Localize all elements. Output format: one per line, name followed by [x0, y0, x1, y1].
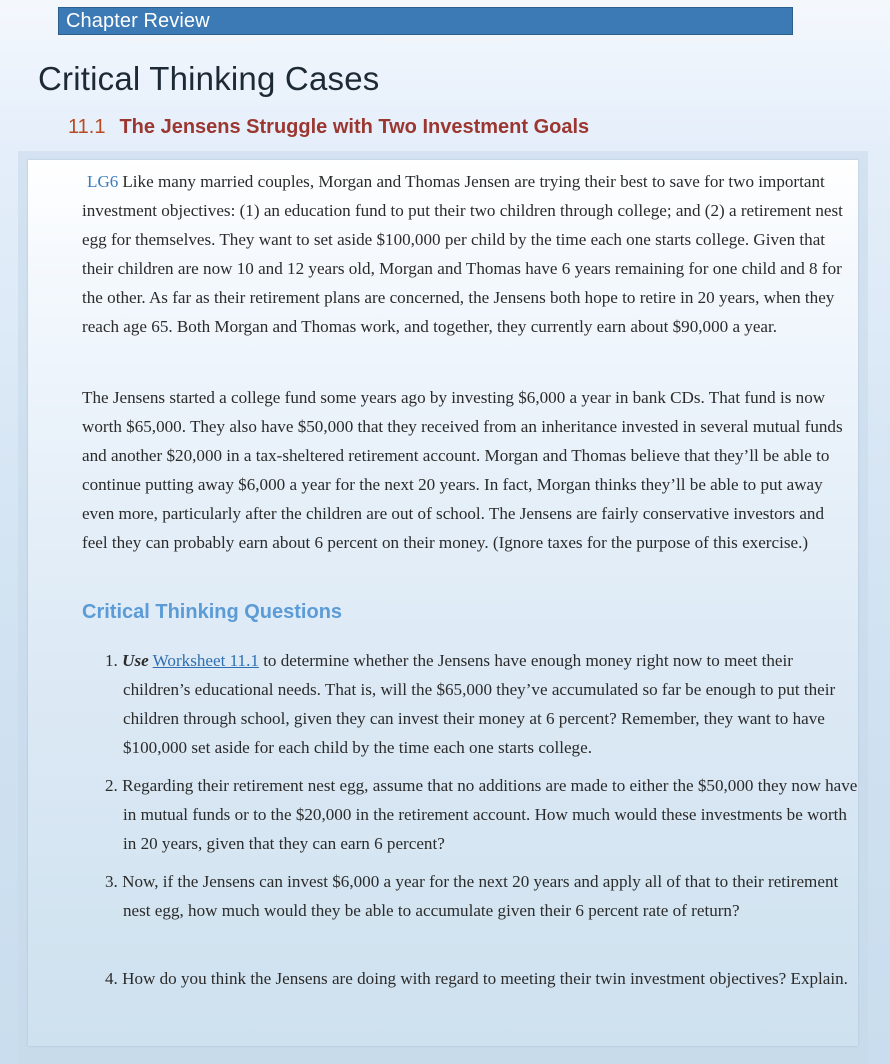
case-title: The Jensens Struggle with Two Investment Goals — [119, 116, 590, 138]
question-2-number: 2. — [105, 776, 118, 795]
chapter-review-bar — [58, 7, 793, 35]
question-3 — [105, 867, 863, 925]
page-title: Critical Thinking Cases — [38, 60, 380, 97]
question-2 — [105, 771, 863, 858]
question-4-number: 4. — [105, 969, 118, 988]
question-1-text: to determine whether the Jensens have enough money right now to meet their children’s educational needs. That is, will the $65,000 they’ve accumulated so far be enough to put their children through school, given they can invest their money at 6 percent? Remember, they want to have $100,000 set aside for each child by the time each one starts college. — [123, 651, 836, 757]
case-heading — [68, 116, 589, 139]
question-3-number: 3. — [105, 872, 118, 891]
learning-goal-tag: LG6 — [87, 172, 119, 191]
question-4-text: How do you think the Jensens are doing with regard to meeting their twin investment objectives? Explain. — [122, 969, 848, 988]
chapter-review-label: Chapter Review — [66, 10, 210, 32]
case-number: 11.1 — [68, 116, 106, 138]
question-1-lead: Use — [122, 651, 149, 670]
worksheet-link[interactable]: Worksheet 11.1 — [152, 651, 259, 670]
question-4 — [105, 964, 863, 993]
question-1 — [105, 646, 863, 762]
question-2-text: Regarding their retirement nest egg, assume that no additions are made to either the $50,000 they now have in mutual funds or to the $20,000 in the retirement account. How much would these investments be worth in 20 years, given that they can earn 6 percent? — [122, 776, 858, 853]
case-paragraph-1 — [82, 167, 844, 341]
critical-thinking-questions-heading: Critical Thinking Questions — [82, 601, 343, 623]
question-1-number: 1. — [105, 651, 118, 670]
case-paragraph-1-text: Like many married couples, Morgan and Thomas Jensen are trying their best to save for two important investment objectives: (1) an education fund to put their two children through college; and (2) a retirement nest egg for themselves. They want to set aside $100,000 per child by the time each one starts college. Given that their children are now 10 and 12 years old, Morgan and Thomas have 6 years remaining for one child and 8 for the other. As far as their retirement plans are concerned, the Jensens both hope to retire in 20 years, when they reach age 65. Both Morgan and Thomas work, and together, they currently earn about $90,000 a year. — [82, 172, 843, 336]
question-3-text: Now, if the Jensens can invest $6,000 a year for the next 20 years and apply all of that to their retirement nest egg, how much would they be able to accumulate given their 6 percent rate of return? — [122, 872, 839, 920]
case-paragraph-2: The Jensens started a college fund some years ago by investing $6,000 a year in bank CDs. That fund is now worth $65,000. They also have $50,000 that they received from an inheritance invested in several mutual funds and another $20,000 in a tax-sheltered retirement account. Morgan and Thomas believe that they’ll be able to continue putting away $6,000 a year for the next 20 years. In fact, Morgan thinks they’ll be able to put away even more, particularly after the children are out of school. The Jensens are fairly conservative investors and feel they can probably earn about 6 percent on their money. (Ignore taxes for the purpose of this exercise.) — [82, 388, 843, 552]
